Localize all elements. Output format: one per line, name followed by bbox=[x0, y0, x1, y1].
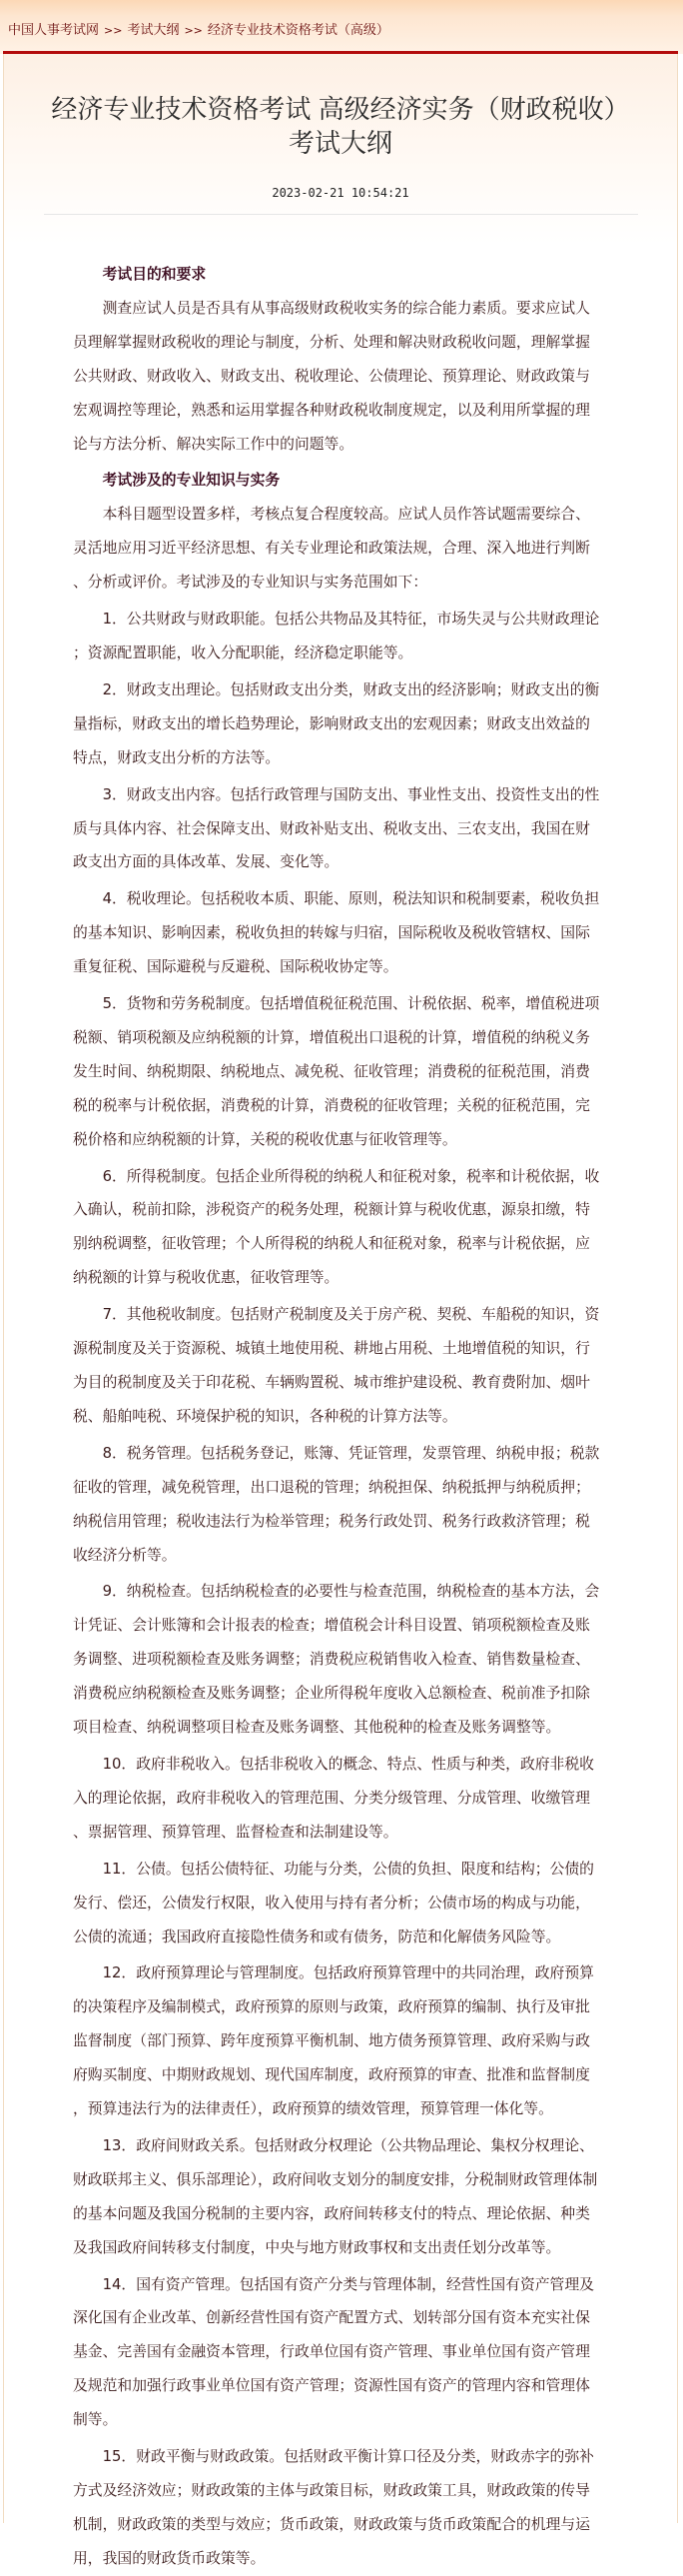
outline-item: 3．财政支出内容。包括行政管理与国防支出、事业性支出、投资性支出的性质与具体内容、社会保障支出、财政补贴支出、税收支出、三农支出，我国在财政支出方面的具体改革、发展、变化等。 bbox=[73, 785, 600, 871]
page-title-line-2: 考试大纲 bbox=[288, 128, 392, 158]
section-heading-knowledge: 考试涉及的专业知识与实务 bbox=[102, 472, 281, 490]
article-container bbox=[3, 54, 678, 2567]
article-body bbox=[4, 258, 604, 2576]
outline-item: 8．税务管理。包括税务登记，账簿、凭证管理，发票管理、纳税申报；税款征收的管理，减免税管理，出口退税的管理；纳税担保、纳税抵押与纳税质押；纳税信用管理；税收违法行为检举管理；税务行政处罚、税务行政救济管理；税收经济分析等。 bbox=[73, 1444, 600, 1564]
outline-item: 1．公共财政与财政职能。包括公共物品及其特征，市场失灵与公共财政理论；资源配置职能，收入分配职能，经济稳定职能等。 bbox=[73, 611, 600, 661]
outline-item: 6．所得税制度。包括企业所得税的纳税人和征税对象，税率和计税依据，收入确认，税前扣除，涉税资产的税务处理，税额计算与税收优惠，源泉扣缴，特别纳税调整，征收管理；个人所得税的纳税人和征税对象，税率与计税依据，应纳税额的计算与税收优惠，征收管理等。 bbox=[73, 1167, 600, 1287]
breadcrumb-link-senior-economics-exam[interactable]: 经济专业技术资格考试（高级） bbox=[207, 23, 389, 38]
breadcrumb-link-exam-outline[interactable]: 考试大纲 bbox=[127, 23, 180, 38]
outline-item: 4．税收理论。包括税收本质、职能、原则，税法知识和税制要素，税收负担的基本知识、影响因素，税收负担的转嫁与归宿，国际税收及税收管辖权、国际重复征税、国际避税与反避税、国际税收协定等。 bbox=[73, 890, 600, 976]
page-title bbox=[4, 54, 677, 160]
title-divider bbox=[44, 214, 638, 215]
outline-item: 7．其他税收制度。包括财产税制度及关于房产税、契税、车船税的知识，资源税制度及关于资源税、城镇土地使用税、耕地占用税、土地增值税的知识，行为目的税制度及关于印花税、车辆购置税、城市维护建设税、教育费附加、烟叶税、船舶吨税、环境保护税的知识，各种税的计算方法等。 bbox=[73, 1306, 600, 1425]
outline-item: 14．国有资产管理。包括国有资产分类与管理体制，经营性国有资产管理及深化国有企业改革、创新经营性国有资产配置方式、划转部分国有资本充实社保基金、完善国有金融资本管理，行政单位国有资产管理、事业单位国有资产管理及规范和加强行政事业单位国有资产管理；资源性国有资产的管理内容和管理体制等。 bbox=[73, 2275, 594, 2429]
outline-item: 9．纳税检查。包括纳税检查的必要性与检查范围，纳税检查的基本方法，会计凭证、会计账簿和会计报表的检查；增值税会计科目设置、销项税额检查及账务调整、进项税额检查及账务调整；消费税应税销售收入检查、销售数量检查、消费税应纳税额检查及账务调整；企业所得税年度收入总额检查、税前准予扣除项目检查、纳税调整项目检查及账务调整、其他税种的检查及账务调整等。 bbox=[73, 1583, 600, 1737]
breadcrumb bbox=[8, 22, 389, 40]
section-heading-purpose: 考试目的和要求 bbox=[102, 266, 207, 283]
breadcrumb-separator: >> bbox=[184, 24, 203, 37]
outline-item: 15．财政平衡与财政政策。包括财政平衡计算口径及分类，财政赤字的弥补方式及经济效应；财政政策的主体与政策目标，财政政策工具，财政政策的传导机制，财政政策的类型与效应；货币政策，财政政策与货币政策配合的机理与运用，我国的财政货币政策等。 bbox=[73, 2448, 594, 2567]
outline-item: 13．政府间财政关系。包括财政分权理论（公共物品理论、集权分权理论、财政联邦主义、俱乐部理论），政府间收支划分的制度安排，分税制财政管理体制的基本问题及我国分税制的主要内容，政府间转移支付的特点、理论依据、种类及我国政府间转移支付制度，中央与地方财政事权和支出责任划分改革等。 bbox=[73, 2136, 598, 2256]
outline-item: 5．货物和劳务税制度。包括增值税征税范围、计税依据、税率，增值税进项税额、销项税额及应纳税额的计算，增值税出口退税的计算，增值税的纳税义务发生时间、纳税期限、纳税地点、减免税、征收管理；消费税的征税范围，消费税的税率与计税依据，消费税的计算，消费税的征收管理；关税的征税范围，完税价格和应纳税额的计算，关税的税收优惠与征收管理等。 bbox=[73, 995, 600, 1148]
section-paragraph: 测查应试人员是否具有从事高级财政税收实务的综合能力素质。要求应试人员理解掌握财政税收的理论与制度，分析、处理和解决财政税收问题，理解掌握公共财政、财政收入、财政支出、税收理论、公债理论、预算理论、财政政策与宏观调控等理论，熟悉和运用掌握各种财政税收制度规定，以及利用所掌握的理论与方法分析、解决实际工作中的问题等。 bbox=[73, 299, 590, 453]
outline-item: 12．政府预算理论与管理制度。包括政府预算管理中的共同治理，政府预算的决策程序及编制模式，政府预算的原则与政策，政府预算的编制、执行及审批监督制度（部门预算、跨年度预算平衡机制、地方债务预算管理、政府采购与政府购买制度、中期财政规划、现代国库制度，政府预算的审查、批准和监督制度，预算违法行为的法律责任），政府预算的绩效管理，预算管理一体化等。 bbox=[73, 1964, 594, 2118]
outline-item: 10．政府非税收入。包括非税收入的概念、特点、性质与种类，政府非税收入的理论依据，政府非税收入的管理范围、分类分级管理、分成管理、收缴管理、票据管理、预算管理、监督检查和法制建设等。 bbox=[73, 1755, 594, 1841]
page-title-line-1: 经济专业技术资格考试 高级经济实务（财政税收） bbox=[51, 94, 630, 124]
publish-date: 2023-02-21 10:54:21 bbox=[272, 186, 409, 200]
breadcrumb-link-home[interactable]: 中国人事考试网 bbox=[8, 23, 100, 38]
section-paragraph: 本科目题型设置多样，考核点复合程度较高。应试人员作答试题需要综合、灵活地应用习近平经济思想、有关专业理论和政策法规，合理、深入地进行判断、分析或评价。考试涉及的专业知识与实务范围如下： bbox=[73, 506, 590, 592]
outline-item: 11．公债。包括公债特征、功能与分类，公债的负担、限度和结构；公债的发行、偿还，公债发行权限，收入使用与持有者分析；公债市场的构成与功能，公债的流通；我国政府直接隐性债务和或有债务，防范和化解债务风险等。 bbox=[73, 1860, 594, 1945]
breadcrumb-separator: >> bbox=[104, 24, 123, 37]
outline-item: 2．财政支出理论。包括财政支出分类，财政支出的经济影响；财政支出的衡量指标，财政支出的增长趋势理论，影响财政支出的宏观因素；财政支出效益的特点，财政支出分析的方法等。 bbox=[73, 680, 600, 766]
